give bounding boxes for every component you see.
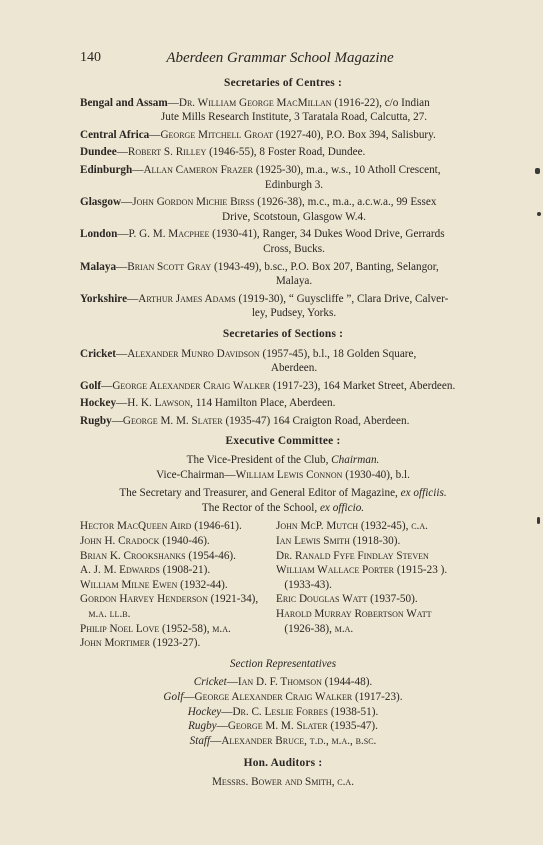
committee-member: (1933-43). [276,578,332,591]
page-number: 140 [80,50,101,65]
entry-details: (1943-49), b.sc., P.O. Box 207, Banting, Selangor, [211,260,439,273]
page-header [80,50,480,70]
entry-details: (1946-55), 8 Foster Road, Dundee. [206,146,366,159]
entry-name: Arthur James Adams [138,292,236,305]
committee-member: Eric Douglas Watt (1937-50). [276,593,418,606]
representatives-list [80,675,486,748]
page-body [80,76,486,790]
representatives-heading: Section Representatives [229,657,337,670]
entry-place: Yorkshire [80,292,128,305]
committee-member: (1926-38), m.a. [276,622,354,635]
representative-section: Staff [189,734,211,747]
entry-details: (1916-22), c/o Indian [331,96,430,109]
entry-name: Allan Cameron Frazer [143,163,254,176]
entry-dash: — [149,128,161,141]
representative-section: Golf [163,690,184,703]
auditors-text: Messrs. Bower and Smith, c.a. [211,775,354,788]
running-title: Aberdeen Grammar School Magazine [166,50,394,66]
entry-name: P. G. M. Macphee [128,228,210,241]
rector-text: The Rector of the School, [201,501,320,514]
committee-rector-line [80,501,486,516]
entry-name: John Gordon Michie Birss [132,196,255,209]
committee-member: Philip Noel Love (1952-58), m.a. [80,622,231,635]
entry-name: George Mitchell Groat [160,128,274,141]
entry-name: George M. M. Slater [122,414,223,427]
centres-entry [80,292,486,321]
secretary-label: ex officiis. [400,487,447,500]
centres-list [80,96,486,321]
representative-name: —Dr. C. Leslie Forbes (1938-51). [221,705,379,718]
centres-entry [80,145,486,160]
entry-continuation: Edinburgh 3. [264,178,324,191]
entry-details: (1926-38), m.c., m.a., a.c.w.a., 99 Essex [254,196,437,209]
committee-member: John H. Cradock (1940-46). [80,535,210,548]
committee-member: Harold Murray Robertson Watt [276,608,432,620]
committee-member: Brian K. Crookshanks (1954-46). [80,549,236,562]
representative-name: —Ian D. F. Thomson (1944-48). [226,676,373,689]
entry-dash: — [116,260,128,273]
representative-line [80,734,486,749]
page-margin-mark [537,212,541,216]
entry-dash: — [116,347,128,360]
entry-details: (1919-30), “ Guyscliffe ”, Clara Drive, Calver- [235,292,449,305]
sections-list [80,347,486,429]
entry-continuation: Malaya. [275,275,313,288]
vice-chairman-details: (1930-40), b.l. [342,468,410,481]
committee-member: m.a. ll.b. [80,608,131,620]
committee-member: A. J. M. Edwards (1908-21). [80,564,211,577]
committee-member: William Milne Ewen (1932-44). [80,578,228,591]
entry-name: Robert S. Rilley [127,146,207,159]
committee-member: Dr. Ranald Fyfe Findlay Steven [276,549,429,562]
entry-name: Dr. William George MacMillan [178,96,332,109]
sections-entry [80,347,486,376]
committee-members [80,519,486,650]
committee-member [276,636,486,651]
entry-details: (1925-30), m.a., w.s., 10 Atholl Crescent, [253,163,441,176]
entry-details: (1917-23), 164 Market Street, Aberdeen. [270,379,456,392]
entry-details: , 114 Hamilton Place, Aberdeen. [190,397,336,410]
centres-entry [80,96,486,125]
entry-name: Alexander Munro Davidson [127,347,260,360]
entry-place: Cricket [80,347,117,360]
sections-entry [80,396,486,411]
entry-dash: — [167,96,179,109]
entry-continuation: Drive, Scotstoun, Glasgow W.4. [222,210,366,223]
centres-entry [80,260,486,289]
rector-label: ex officio. [319,501,365,514]
centres-entry [80,227,486,256]
sections-entry [80,379,486,394]
representative-name: —George M. M. Slater (1935-47). [216,720,378,733]
entry-dash: — [116,146,128,159]
entry-continuation: Cross, Bucks. [263,242,325,255]
representative-line [80,705,486,720]
entry-dash: — [111,414,123,427]
committee-member: William Wallace Porter (1915-23 ). [276,564,448,577]
entry-name: George Alexander Craig Walker [112,379,271,392]
centres-heading: Secretaries of Centres : [224,77,342,89]
entry-details: (1957-45), b.l., 18 Golden Square, [259,347,417,360]
entry-name: H. K. Lawson [127,397,191,410]
entry-continuation: Jute Mills Research Institute, 3 Taratala Road, Calcutta, 27. [160,111,428,124]
representative-section: Cricket [193,676,227,689]
committee-heading: Executive Committee : [225,435,341,448]
vice-chairman-label: Vice-Chairman— [156,468,236,481]
entry-details: (1930-41), Ranger, 34 Dukes Wood Drive, Gerrards [209,228,445,241]
centres-entry [80,163,486,192]
secretary-text: The Secretary and Treasurer, and General Editor of Magazine, [119,487,401,500]
entry-place: London [80,228,118,241]
entry-dash: — [117,228,129,241]
centres-entry [80,195,486,224]
entry-dash: — [116,397,128,410]
auditors-heading: Hon. Auditors : [243,757,323,770]
entry-place: Bengal and Assam [80,96,168,109]
representative-name: —George Alexander Craig Walker (1917-23). [183,690,403,703]
committee-member: Gordon Harvey Henderson (1921-34), [80,593,259,606]
page-margin-mark [535,168,540,174]
sections-heading: Secretaries of Sections : [222,327,344,340]
representative-line [80,719,486,734]
entry-place: Malaya [80,260,117,273]
entry-details: (1927-40), P.O. Box 394, Salisbury. [273,128,436,141]
page-margin-mark [537,517,540,524]
committee-vice-chairman-line [80,468,486,483]
committee-secretary-line [80,486,486,501]
entry-place: Golf [80,379,102,392]
entry-place: Central Africa [80,128,150,141]
representative-line [80,690,486,705]
entry-dash: — [127,292,139,305]
entry-continuation: ley, Pudsey, Yorks. [251,307,337,320]
entry-name: Brian Scott Gray [127,260,212,273]
chairman-text: The Vice-President of the Club, [186,454,332,467]
committee-member: Ian Lewis Smith (1918-30). [276,535,401,548]
chairman-label: Chairman. [331,454,380,467]
committee-member: John Mortimer (1923-27). [80,637,201,650]
committee-chairman-line [80,453,486,468]
committee-member: John McP. Mutch (1932-45), c.a. [276,520,428,533]
entry-place: Glasgow [80,196,122,209]
entry-place: Edinburgh [80,163,133,176]
sections-entry [80,414,486,429]
entry-dash: — [101,379,113,392]
entry-dash: — [121,196,133,209]
committee-member: Hector MacQueen Aird (1946-61). [80,520,242,533]
entry-continuation: Aberdeen. [270,362,318,375]
representative-name: —Alexander Bruce, t.d., m.a., b.sc. [210,734,377,747]
representative-section: Hockey [187,705,222,718]
vice-chairman-name: William Lewis Connon [235,468,343,481]
entry-place: Rugby [80,414,112,427]
entry-details: (1935-47) 164 Craigton Road, Aberdeen. [222,414,410,427]
entry-place: Hockey [80,397,117,410]
entry-place: Dundee [80,146,117,159]
entry-dash: — [132,163,144,176]
centres-entry [80,128,486,143]
representative-section: Rugby [188,720,217,733]
representative-line [80,675,486,690]
